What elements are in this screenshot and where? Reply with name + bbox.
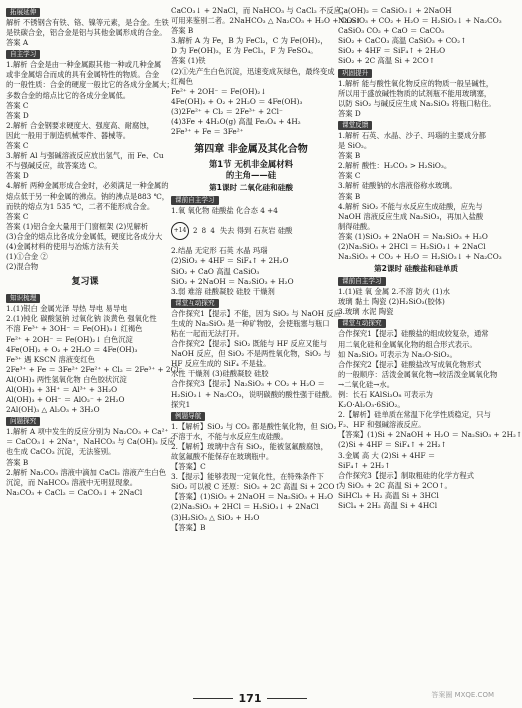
section-tag-row (6, 6, 164, 18)
text-line: 或非金属熔合而成的具有金属特性的物质。合金 (6, 70, 160, 80)
section-tag: 巩固提升 (338, 69, 372, 78)
text-line: 答案 (1)铝合金大量用于门窗框架 (2)见解析 (6, 221, 149, 231)
text-line: Fe²⁺ + 2OH⁻ ＝ Fe(OH)₂↓ (171, 86, 267, 96)
section-tag-row (338, 67, 494, 79)
text-line: 是铁碳合金，铝合金是铝与其他金属形成的合金。 (6, 28, 167, 38)
text-line: (2)SiO₂ + 4HF ＝ SiF₄↑ + 2H₂O (171, 256, 289, 266)
text-line: 以防 SiO₂ 与碱反应生成 Na₂SiO₃ 将瓶口粘住。 (338, 98, 496, 108)
text-line: 2Al(OH)₃ △ Al₂O₃ + 3H₂O (6, 405, 100, 415)
text-line: 如 Na₂SiO₃ 可表示为 Na₂O·SiO₂。 (338, 349, 457, 359)
text-line: CaSiO₃ CO₂ + CaO ＝ CaCO₃ (338, 26, 445, 36)
text-line: Na₂SiO₃ + CO₂ + H₂O ＝ H₂SiO₃↓ + Na₂CO₃ (338, 252, 502, 262)
text-line: Na₂SiO₃ + CO₂ + H₂O ＝ H₂SiO₃↓ + Na₂CO₃ (338, 16, 502, 26)
text-line: 答案 B (338, 151, 361, 161)
text-line: 答案 C (6, 141, 29, 151)
text-line: 4Fe(OH)₂ + O₂ + 2H₂O ＝ 4Fe(OH)₃ (171, 96, 303, 106)
text-line: 1.(1)银白 金属光泽 导热 导电 易导电 (6, 304, 128, 314)
column-right (338, 6, 522, 686)
section-title: 的主角——硅 (225, 170, 277, 181)
text-line: (3)2Fe²⁺ + Cl₂ ＝ 2Fe³⁺ + 2Cl⁻ (171, 106, 283, 116)
text-line: (2)Na₂SiO₃ + 2HCl ＝ H₂SiO₃↓ + 2NaCl (171, 502, 319, 512)
text-line: 2.结晶 无定形 石英 水晶 玛瑙 (171, 246, 268, 256)
text-line: 合作探究1【提示】不能，因为 SiO₂ 与 NaOH 反应 (171, 308, 341, 318)
footer-rule-right (267, 698, 307, 699)
text-line: (2)混合物 (6, 262, 39, 272)
text-line: Al(OH)₃ + 3H⁺ ＝ Al³⁺ + 3H₂O (6, 385, 118, 394)
text-line: NaOH 反应，但 SiO₂ 不是两性氧化物，SiO₂ 与 (171, 349, 331, 359)
text-line: 多数合金的熔点比它的各成分金属低。 (6, 90, 131, 100)
text-line: SiO₂ + 2NaOH ＝ Na₂SiO₃ + H₂O (171, 276, 294, 286)
text-line: 例：长石 KAlSi₃O₈ 可表示为 (338, 390, 433, 399)
section-tag: 课前自主学习 (338, 277, 386, 286)
text-line: 3.解析 硅酸钠的水溶液俗称水玻璃。 (338, 181, 457, 191)
text-line: (1)①合金 ② (6, 252, 48, 262)
section-tag-row (171, 410, 331, 422)
text-line: 合作探究2【提示】硅酸盐改写成氧化物形式 (338, 359, 482, 369)
text-line: 而铁的熔点为1 535 ℃，二者不能形成合金。 (6, 201, 155, 211)
text-line: Fe³⁺ 遇 KSCN 溶液变红色 (6, 354, 95, 364)
text-line: 粘在一起而无法打开。 (171, 328, 244, 338)
section-tag: 课堂互动探究 (171, 299, 219, 308)
atom-structure-diagram (171, 218, 331, 244)
section-tag-row (338, 317, 494, 329)
text-line: F₂、HF 和强碱溶液反应。 (338, 420, 426, 430)
text-line: 为 SiO₂ + 2C 高温 Si + 2CO↑。 (338, 480, 452, 490)
text-line: 3.弱 难溶 硅酸凝胶 硅胶 干燥剂 (171, 286, 275, 296)
section-tag-row (6, 415, 164, 427)
text-line: 答案 (1)SiO₂ + 2NaOH ＝ Na₂SiO₃ + H₂O (338, 231, 488, 241)
text-line: 1.解析 合金是由一种金属跟其他一种或几种金属 (6, 60, 162, 70)
chapter-title: 第四章 非金属及其化合物 (194, 144, 308, 156)
section-tag: 课前自主学习 (171, 196, 219, 205)
text-line: Fe²⁺ + 2OH⁻ ＝ Fe(OH)₂↓ 白色沉淀 (6, 334, 133, 344)
text-line: 【答案】(1)Si + 2NaOH + H₂O ＝ Na₂SiO₃ + 2H₂↑ (338, 430, 522, 440)
text-line: K₂O·Al₂O₃·6SiO₂。 (338, 400, 405, 410)
text-line: HF 反应生成的 SiF₄ 不是盐。 (171, 359, 271, 369)
text-line: 红褐色 (171, 76, 193, 86)
text-line: (2)①先产生白色沉淀，迅速变成灰绿色，最终变成 (171, 66, 335, 76)
text-line: →二氧化硅→水。 (338, 379, 395, 389)
footer-rule-left (193, 698, 233, 699)
text-line: 合作探究3【提示】Na₂SiO₃ + CO₂ + H₂O ＝ (171, 379, 325, 389)
text-line: 答案 D (6, 171, 29, 181)
text-line: (3)合金的熔点比各成分金属低，硬度比各成分大 (6, 231, 163, 241)
text-line: 熔点低于另一种金属的沸点。钠的沸点是883 ℃， (6, 191, 170, 201)
section-tag: 问题探究 (6, 417, 40, 426)
text-line: Ca(OH)₂ ＝ CaSiO₃↓ + 2NaOH (338, 6, 452, 15)
text-line: 2.(1)钝化 碳酸氢钠 过氧化钠 淡黄色 强氧化性 (6, 314, 157, 324)
text-line: 用二氧化硅和金属氧化物的组合形式表示。 (338, 339, 477, 349)
text-line: 2.【解析】玻璃中含有 SiO₂，能被氢氟酸腐蚀， (171, 441, 328, 451)
text-line: 是 SiO₂。 (338, 141, 372, 151)
section-tag: 拓展延伸 (6, 8, 40, 17)
text-line: 1.【解析】SiO₂ 与 CO₂ 都是酸性氧化物，但 SiO₂ (171, 421, 337, 431)
text-line: 合作探究1【提示】硅酸盐的组成较复杂，通常 (338, 329, 489, 339)
section-tag: 自主学习 (6, 50, 40, 59)
text-line: 生成的 Na₂SiO₃ 是一种矿物胶，会使瓶塞与瓶口 (171, 318, 330, 328)
text-line: NaOH 溶液反应生成 Na₂SiO₃，再加入盐酸 (338, 211, 484, 221)
section-tag-row (338, 275, 494, 287)
text-line: SiCl₄ + 2H₂ 高温 Si + 4HCl (338, 501, 438, 511)
text-line: 4Fe(OH)₂ + O₂ + 2H₂O ＝ 4Fe(OH)₃ (6, 344, 138, 354)
text-line: 【答案】(1)SiO₂ + 2NaOH ＝ Na₂SiO₃ + H₂O (171, 492, 334, 502)
text-line: 因此一般用于制造机械零件、器械等。 (6, 130, 131, 140)
text-line: 答案 B (171, 26, 194, 36)
electron-shells: 2 8 4 (193, 227, 216, 236)
text-line: 1.解析 石英、水晶、沙子、玛瑙的主要成分都 (338, 130, 486, 140)
text-line: D 为 Fe(OH)₃，E 为 FeCl₃，F 为 FeSO₄。 (171, 46, 318, 56)
text-line: 解析 不锈钢含有铁、铬、镍等元素，是合金。生铁 (6, 18, 169, 27)
text-line: 答案 A (6, 38, 29, 48)
text-line: SiO₂ + 4HF ＝ SiF₄↑ + 2H₂O (338, 46, 446, 56)
text-line: 1.解析 A 项中发生的反应分别为 Na₂CO₃ + Ca²⁺ (6, 427, 169, 437)
section-tag-row (171, 297, 331, 309)
lesson-title: 第1课时 二氧化硅和硅酸 (209, 183, 293, 193)
text-line: 3.解析 A 为 Fe，B 为 FeCl₂，C 为 Fe(OH)₂， (171, 36, 328, 46)
text-line: 沉淀，而 NaHCO₃ 溶液中无明显现象。 (6, 477, 138, 487)
text-line: SiO₂ 可以被 C 还原：SiO₂ + 2C 高温 Si + 2CO↑ (171, 482, 341, 492)
text-line: SiF₄↑ + 2H₂↑ (338, 460, 391, 470)
text-line: Al(OH)₃ + OH⁻ ＝ AlO₂⁻ + 2H₂O (6, 395, 125, 405)
text-line: 1.氧 氧化物 硅酸盐 化合态 4 +4 (171, 206, 278, 216)
text-line: 3.金属 高 大 (2)Si + 4HF ＝ (338, 450, 436, 460)
text-line: 也生成 CaCO₃ 沉淀，无法鉴别。 (6, 447, 116, 457)
text-line: SiHCl₃ + H₂ 高温 Si + 3HCl (338, 490, 439, 500)
section-tag: 课堂互动探究 (338, 319, 386, 328)
text-line: H₂SiO₃↓ + Na₂CO₃，说明碳酸的酸性强于硅酸。 (171, 389, 337, 399)
text-line: 不与强碱反应，故答案选 C。 (6, 161, 102, 171)
watermark-text: 答案圈 MXQE.COM (431, 691, 494, 699)
text-line: 制得硅酸。 (338, 221, 375, 231)
text-line: 【答案】C (171, 462, 206, 472)
text-line: 可用来鉴别二者。2NaHCO₃ △ Na₂CO₃ + H₂O + CO₂↑ (171, 16, 362, 26)
text-line: Na₂CO₃ + CaCl₂ ＝ CaCO₃↓ + 2NaCl (6, 487, 143, 497)
text-line: 4.解析 SiO₂ 不能与水反应生成硅酸，应先与 (338, 201, 483, 211)
section-tag-row (338, 119, 494, 131)
nucleus-label: +14 (171, 222, 189, 240)
text-line: 答案 D (6, 110, 29, 120)
text-line: 【答案】B (171, 522, 206, 532)
section-tag: 知识梳理 (6, 294, 40, 303)
text-line: 3.玻璃 水泥 陶瓷 (338, 307, 394, 317)
text-line: Al(OH)₃ 两性氢氧化物 白色胶状沉淀 (6, 374, 127, 384)
text-line: CaCO₃↓ + 2NaCl，而 NaHCO₃ 与 CaCl₂ 不反应， (171, 6, 349, 15)
review-title: 复习课 (71, 277, 99, 288)
text-line: 合作探究2【提示】SiO₂ 既能与 HF 反应又能与 (171, 339, 328, 349)
text-line: 故氢氟酸不能保存在玻璃瓶中。 (171, 452, 274, 461)
text-line: ＝ CaCO₃↓ + 2Na⁺，NaHCO₃ 与 Ca(OH)₂ 反应 (6, 437, 175, 447)
text-line: 答案 (1)铁 (171, 56, 206, 66)
text-line: (4)金属材料的使用与冶炼方法有关 (6, 241, 119, 251)
text-line: 2.解析 Na₂CO₃ 溶液中滴加 CaCl₂ 溶液产生白色 (6, 467, 167, 477)
text-line: (3)H₂SiO₃ △ SiO₂ + H₂O (171, 512, 260, 522)
text-line: 不溶于水，不能与水反应生成硅酸。 (171, 431, 288, 441)
text-line: 答案 C (6, 100, 29, 110)
text-line: 3.解析 Al 与强碱溶液反应放出氢气，而 Fe、Cu (6, 151, 164, 161)
text-line: 所以用于盛放碱性物质的试剂瓶不能用玻璃塞， (338, 88, 492, 98)
section-tag-row (171, 194, 331, 206)
text-line: 合作探究3【提示】制取粗硅的化学方程式 (338, 470, 474, 480)
text-line: 3.【提示】能够表现一定氧化性，在特殊条件下 (171, 472, 324, 482)
text-line: (2)Na₂SiO₃ + 2HCl ＝ H₂SiO₃↓ + 2NaCl (338, 241, 486, 251)
text-line: 的一般性质：合金的硬度一般比它的各成分金属大； (6, 80, 174, 90)
text-line: (4)3Fe + 4H₂O(g) 高温 Fe₃O₄ + 4H₂ (171, 117, 301, 127)
text-line: 玻璃 黏土 陶瓷 (2)H₂SiO₃(胶体) (338, 297, 445, 307)
text-line: 2.解析 合金钢要求硬度大、强度高、耐腐蚀， (6, 120, 154, 130)
lesson-title: 第2课时 硅酸盐和硅单质 (374, 264, 458, 274)
text-line: 1.解析 能与酸性氧化物反应的物质一般呈碱性， (338, 78, 494, 88)
text-line: 2Fe³⁺ + Fe ＝ 3Fe²⁺ (171, 127, 244, 137)
text-line: (2)Si + 4HF ＝ SiF₄↑ + 2H₂↑ (338, 440, 447, 450)
section-tag: 例题导航 (171, 412, 205, 421)
page-number: 171 (238, 691, 262, 705)
text-line: 不溶 Fe³⁺ + 3OH⁻ ＝ Fe(OH)₃↓ 红褐色 (6, 324, 143, 334)
text-line: 答案 C (338, 171, 361, 181)
text-line: SiO₂ + CaCO₃ 高温 CaSiO₃ + CO₂↑ (338, 36, 467, 46)
text-line: 水性 干燥剂 (3)硅酸凝胶 硅胶 (171, 369, 269, 379)
section-tag-row (6, 48, 164, 60)
text-line: 答案 D (338, 108, 361, 118)
text-line: 答案 B (6, 457, 29, 467)
section-title: 第1节 无机非金属材料 (208, 159, 294, 170)
text-line: 2.【解析】硅单质在常温下化学性质稳定，只与 (338, 410, 491, 420)
text-line: SiO₂ + CaO 高温 CaSiO₃ (171, 266, 260, 276)
text-line: 2Fe³⁺ + Fe ＝ 3Fe²⁺ 2Fe²⁺ + Cl₂ ＝ 2Fe³⁺ + 2Cl⁻ (6, 364, 183, 374)
text-line: 4.解析 两种金属形成合金时，必须满足一种金属的 (6, 181, 169, 191)
text-line: 2.解析 酸性：H₂CO₃ > H₂SiO₃。 (338, 161, 452, 171)
section-tag-row (6, 292, 164, 304)
text-line: 1.(1)硅 氧 金属 2.不溶 防火 (1)水 (338, 287, 450, 297)
text-line: 答案 B (338, 191, 361, 201)
text-line: 的一般顺序：活泼金属氧化物→较活泼金属氧化物 (338, 369, 498, 379)
section-tag: 课堂反馈 (338, 121, 372, 130)
text-line: 探究1 (171, 399, 191, 409)
text-line: 答案 C (6, 211, 29, 221)
atom-caption: 失去 得到 石灰岩 硅酸 (219, 226, 293, 236)
page-footer (0, 690, 500, 706)
text-line: SiO₂ + 2C 高温 Si + 2CO↑ (338, 56, 435, 66)
